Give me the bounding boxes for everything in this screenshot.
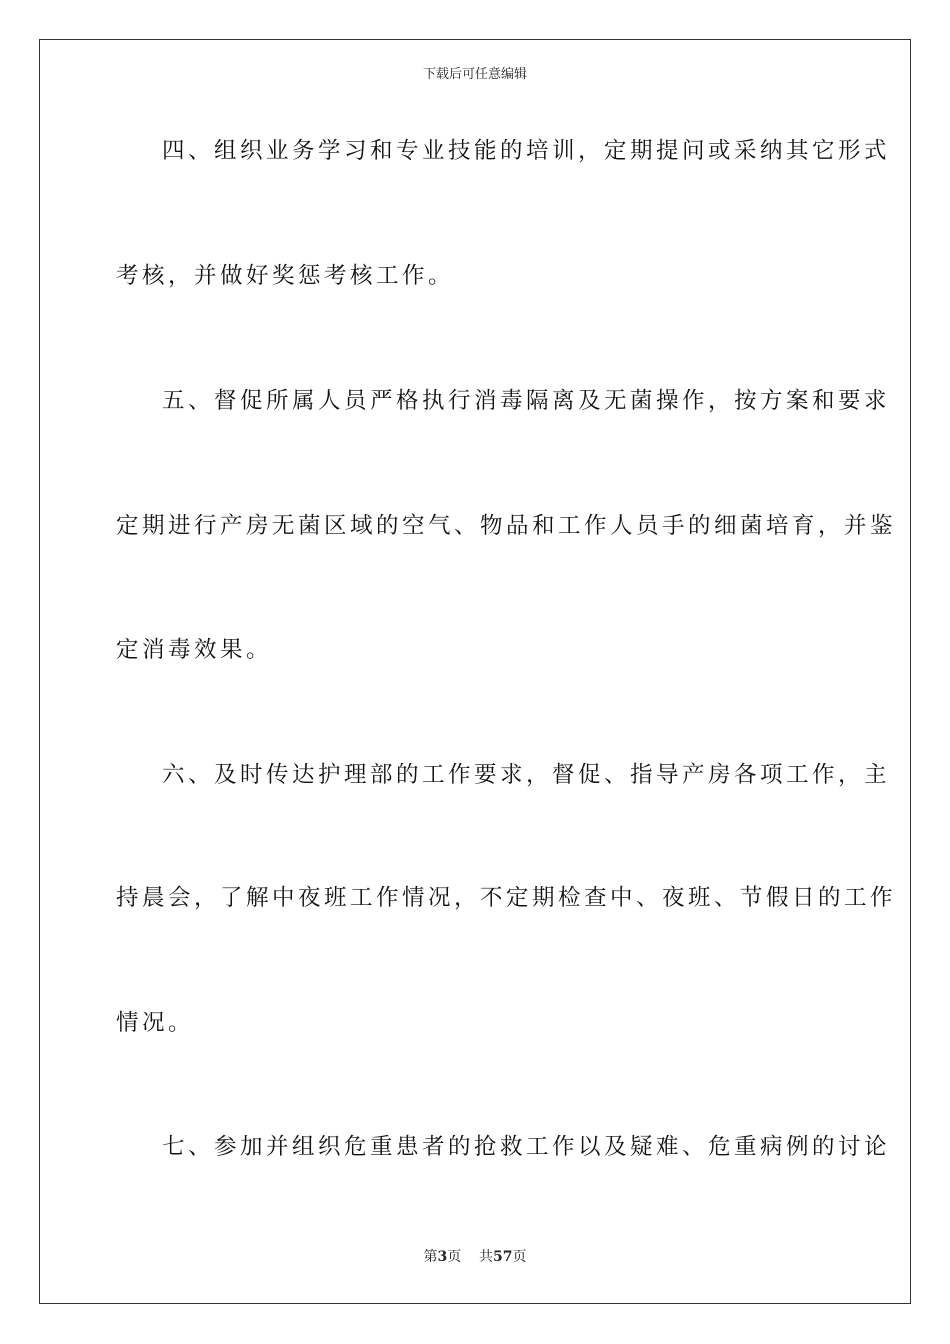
paragraph-5-line-3: 定消毒效果。 bbox=[116, 637, 273, 663]
page-number: 3 bbox=[437, 1249, 448, 1265]
header-note: 下载后可任意编辑 bbox=[422, 67, 527, 82]
page-prefix: 第 bbox=[423, 1249, 438, 1265]
paragraph-6-line-1: 六、及时传达护理部的工作要求，督促、指导产房各项工作，主 bbox=[162, 762, 891, 788]
total-suffix: 页 bbox=[512, 1249, 527, 1265]
page-footer bbox=[0, 1247, 950, 1267]
paragraph-4-line-1: 四、组织业务学习和专业技能的培训，定期提问或采纳其它形式 bbox=[162, 138, 891, 164]
paragraph-4-line-2: 考核，并做好奖惩考核工作。 bbox=[116, 263, 455, 289]
paragraph-7-line-1: 七、参加并组织危重患者的抢救工作以及疑难、危重病例的讨论 bbox=[162, 1134, 891, 1160]
page-border bbox=[39, 39, 911, 1304]
paragraph-6-line-3: 情况。 bbox=[116, 1010, 195, 1036]
paragraph-5-line-1: 五、督促所属人员严格执行消毒隔离及无菌操作，按方案和要求 bbox=[162, 388, 891, 414]
paragraph-5-line-2: 定期进行产房无菌区域的空气、物品和工作人员手的细菌培育，并鉴 bbox=[116, 513, 897, 539]
total-prefix: 共 bbox=[479, 1249, 494, 1265]
total-pages: 57 bbox=[493, 1249, 513, 1265]
page-suffix: 页 bbox=[447, 1249, 462, 1265]
paragraph-6-line-2: 持晨会，了解中夜班工作情况，不定期检查中、夜班、节假日的工作 bbox=[116, 885, 897, 911]
